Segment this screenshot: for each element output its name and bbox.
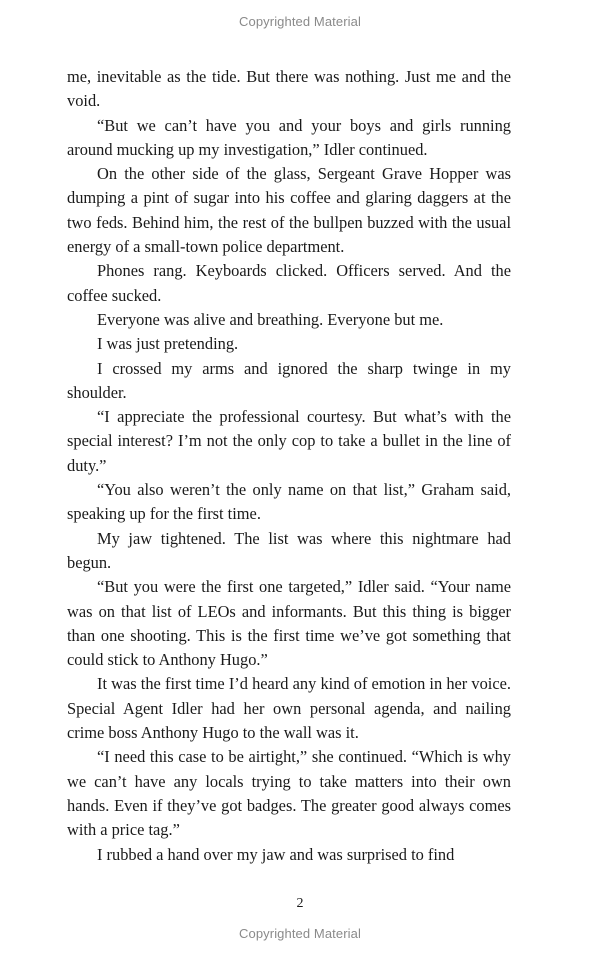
paragraph: me, inevitable as the tide. But there was nothing. Just me and the void. [67, 67, 511, 111]
paragraph: “You also weren’t the only name on that list,” Graham said, speaking up for the first time. [67, 480, 511, 524]
paragraph: “But we can’t have you and your boys and girls running around mucking up my investigation,” Idler continued. [67, 115, 511, 159]
page-number: 2 [296, 896, 304, 911]
paragraph: I was just pretending. [97, 334, 239, 354]
paragraph: I rubbed a hand over my jaw and was surprised to find [97, 844, 455, 864]
paragraph: “I need this case to be airtight,” she continued. “Which is why we can’t have any locals trying to take matters into their own hands. Even if they’ve got badges. The greater good always comes with a price tag.” [67, 747, 511, 840]
body-text [67, 65, 511, 867]
copyright-watermark-top: Copyrighted Material [239, 14, 361, 29]
paragraph: “I appreciate the professional courtesy. But what’s with the special interest? I’m not the only cop to take a bullet in the line of duty.” [67, 407, 511, 475]
paragraph: It was the first time I’d heard any kind of emotion in her voice. Special Agent Idler had her own personal agenda, and nailing crime boss Anthony Hugo to the wall was it. [67, 674, 511, 743]
paragraph: Phones rang. Keyboards clicked. Officers served. And the coffee sucked. [67, 261, 511, 305]
paragraph: On the other side of the glass, Sergeant Grave Hopper was dumping a pint of sugar into his coffee and glaring daggers at the two feds. Behind him, the rest of the bullpen buzzed with the usual energy of a small-town police department. [67, 164, 511, 257]
paragraph: My jaw tightened. The list was where this nightmare had begun. [67, 528, 511, 572]
paragraph: I crossed my arms and ignored the sharp twinge in my shoulder. [67, 358, 511, 402]
paragraph: “But you were the first one targeted,” Idler said. “Your name was on that list of LEOs and informants. But this thing is bigger than one shooting. This is the first time we’ve got something that could stick to Anthony Hugo.” [67, 577, 511, 670]
copyright-watermark-bottom: Copyrighted Material [239, 926, 361, 941]
paragraph: Everyone was alive and breathing. Everyone but me. [97, 309, 444, 329]
